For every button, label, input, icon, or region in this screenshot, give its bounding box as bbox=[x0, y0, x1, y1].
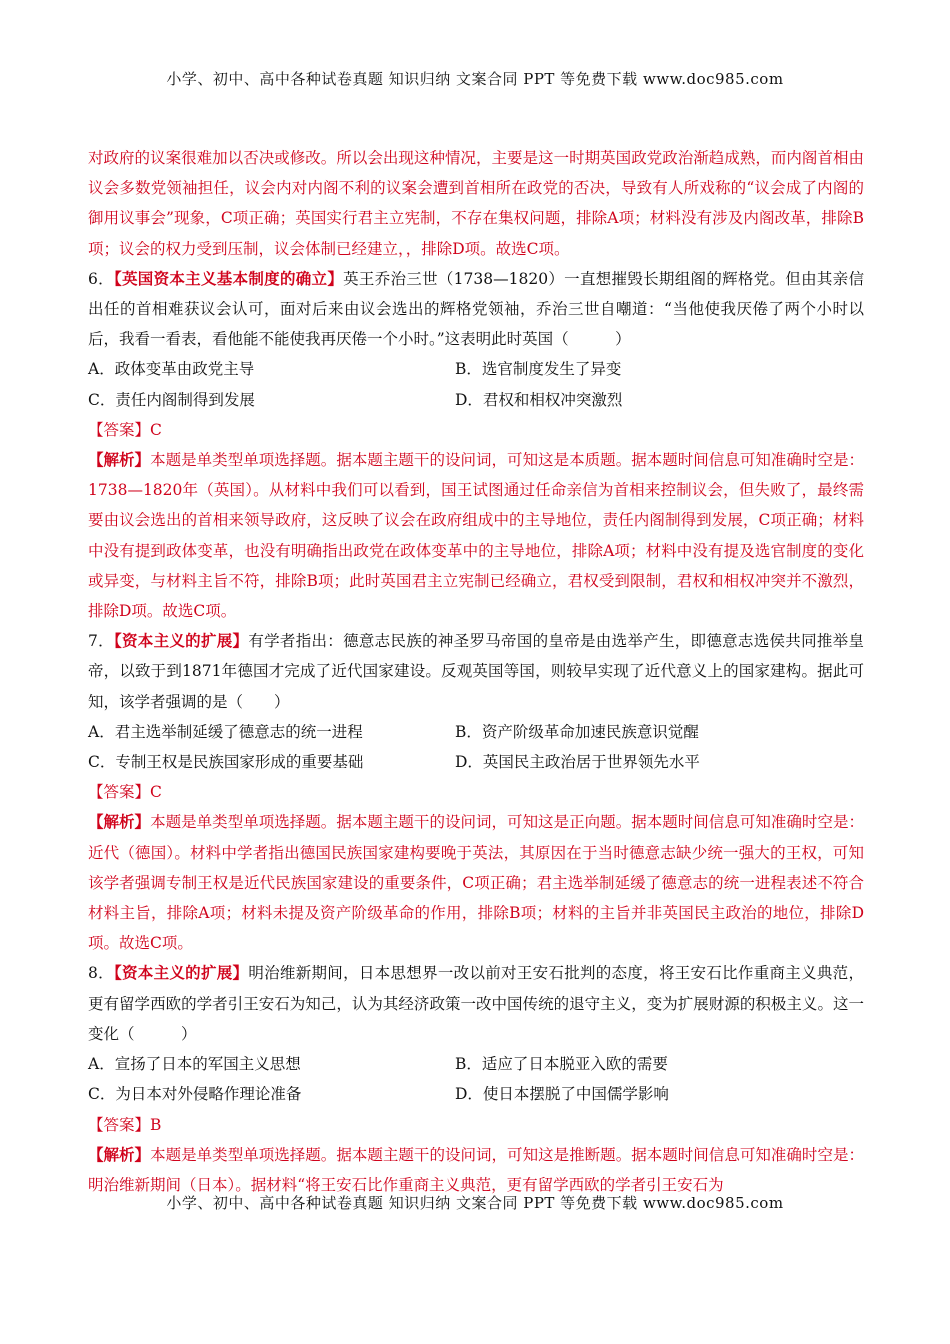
question-stem bbox=[88, 264, 864, 355]
option-c: C．责任内阁制得到发展 bbox=[88, 390, 255, 409]
option-d: D．英国民主政治居于世界领先水平 bbox=[455, 753, 700, 772]
question-number: 7． bbox=[88, 632, 114, 651]
option-b: B．选官制度发生了异变 bbox=[455, 360, 622, 379]
analysis-label: 【解析】 bbox=[88, 812, 151, 832]
analysis-text: 本题是单类型单项选择题。据本题主题干的设问词，可知这是本质题。据本题时间信息可知准确时空是：1738—1820年（英国）。从材料中我们可以看到，国王试图通过任命亲信为首相来控制议会，但失败了，最终需要由议会选出的首相来领导政府，这反映了议会在政府组成中的主导地位，责任内阁制得到发展，C项正确；材料中没有提到政体变革，也没有明确指出政党在政体变革中的主导地位，排除A项；材料中没有提及选官制度的变化或异变，与材料主旨不符，排除B项；此时英国君主立宪制已经确立，君权受到限制，君权和相权冲突并不激烈，排除D项。故选C项。 bbox=[88, 451, 864, 621]
option-b: B．适应了日本脱亚入欧的需要 bbox=[455, 1055, 668, 1074]
option-d: D．使日本摆脱了中国儒学影响 bbox=[455, 1085, 669, 1104]
options bbox=[88, 1049, 864, 1109]
option-c: C．专制王权是民族国家形成的重要基础 bbox=[88, 753, 364, 772]
stem-text: 有学者指出：德意志民族的神圣罗马帝国的皇帝是由选举产生，即德意志选侯共同推举皇帝，以致于到1871年德国才完成了近代国家建设。反观英国等国，则较早实现了近代意义上的国家建构。据此可知，该学者强调的是（ ） bbox=[88, 632, 864, 711]
stem-text: 明治维新期间，日本思想界一改以前对王安石批判的态度，将王安石比作重商主义典范，更有留学西欧的学者引王安石为知己，认为其经济政策一改中国传统的退守主义，变为扩展财源的积极主义。这一变化（ ） bbox=[88, 964, 864, 1043]
topic-tag: 【资本主义的扩展】 bbox=[113, 963, 249, 983]
answer: 【答案】C bbox=[88, 783, 162, 802]
question-6 bbox=[88, 264, 864, 626]
page-header: 小学、初中、高中各种试卷真题 知识归纳 文案合同 PPT 等免费下载 www.doc985.com bbox=[166, 70, 784, 88]
analysis bbox=[88, 445, 864, 626]
option-a: A．宣扬了日本的军国主义思想 bbox=[88, 1055, 301, 1074]
option-b: B．资产阶级革命加速民族意识觉醒 bbox=[455, 722, 699, 741]
question-number: 6． bbox=[88, 269, 114, 288]
analysis-text: 本题是单类型单项选择题。据本题主题干的设问词，可知这是推断题。据本题时间信息可知准确时空是：明治维新期间（日本）。据材料“将王安石比作重商主义典范，更有留学西欧的学者引王安石为 bbox=[88, 1145, 864, 1194]
option-d: D．君权和相权冲突激烈 bbox=[455, 390, 623, 409]
topic-tag: 【英国资本主义基本制度的确立】 bbox=[113, 268, 344, 288]
option-c: C．为日本对外侵略作理论准备 bbox=[88, 1085, 302, 1104]
stem-text: 英王乔治三世（1738—1820）一直想摧毁长期组阁的辉格党。但由其亲信出任的首相难获议会认可，面对后来由议会选出的辉格党领袖，乔治三世自嘲道：“当他使我厌倦了两个小时以后，我看一看表，看他能不能使我再厌倦一个小时。”这表明此时英国（ ） bbox=[88, 269, 864, 349]
page-footer: 小学、初中、高中各种试卷真题 知识归纳 文案合同 PPT 等免费下载 www.doc985.com bbox=[166, 1194, 784, 1212]
document-body bbox=[88, 143, 864, 1200]
answer: 【答案】B bbox=[88, 1115, 162, 1134]
analysis-label: 【解析】 bbox=[88, 450, 151, 470]
topic-tag: 【资本主义的扩展】 bbox=[113, 631, 249, 651]
option-a: A．政体变革由政党主导 bbox=[88, 360, 255, 379]
analysis-text: 本题是单类型单项选择题。据本题主题干的设问词，可知这是正向题。据本题时间信息可知准确时空是：近代（德国）。材料中学者指出德国民族国家建构要晚于英法，其原因在于当时德意志缺少统一强大的王权，可知该学者强调专制王权是近代民族国家建设的重要条件，C项正确；君主选举制延缓了德意志的统一进程表述不符合材料主旨，排除A项；材料未提及资产阶级革命的作用，排除B项；材料的主旨并非英国民主政治的地位，排除D项。故选C项。 bbox=[88, 813, 864, 953]
question-number: 8． bbox=[88, 964, 114, 983]
options bbox=[88, 354, 864, 414]
question-7 bbox=[88, 626, 864, 958]
options bbox=[88, 717, 864, 777]
option-a: A．君主选举制延缓了德意志的统一进程 bbox=[88, 722, 363, 741]
answer: 【答案】C bbox=[88, 420, 162, 439]
question-stem bbox=[88, 626, 864, 717]
question-stem bbox=[88, 958, 864, 1049]
question-8 bbox=[88, 958, 864, 1200]
analysis bbox=[88, 807, 864, 958]
analysis-label: 【解析】 bbox=[88, 1144, 151, 1164]
intro-analysis: 对政府的议案很难加以否决或修改。所以会出现这种情况，主要是这一时期英国政党政治渐趋成熟，而内阁首相由议会多数党领袖担任，议会内对内阁不利的议案会遭到首相所在政党的否决，导致有人所戏称的“议会成了内阁的御用议事会”现象，C项正确；英国实行君主立宪制，不存在集权问题，排除A项；材料没有涉及内阁改革，排除B项；议会的权力受到压制，议会体制已经建立，，排除D项。故选C项。 bbox=[88, 149, 864, 258]
